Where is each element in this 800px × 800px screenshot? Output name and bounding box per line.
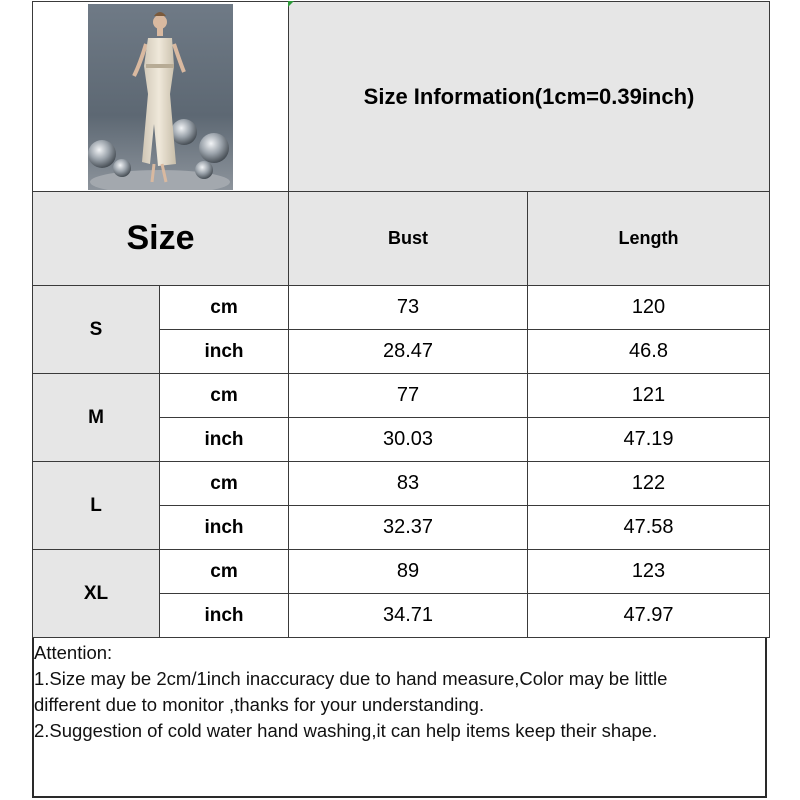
length-value: 122	[528, 462, 770, 506]
size-label-m: M	[33, 374, 160, 462]
bust-value: 32.37	[289, 506, 528, 550]
size-chart-table	[32, 1, 770, 638]
product-photo	[88, 4, 233, 190]
length-header: Length	[528, 192, 770, 286]
table-row	[33, 286, 770, 330]
unit-cell: inch	[160, 330, 289, 374]
size-header: Size	[33, 192, 289, 286]
bust-value: 28.47	[289, 330, 528, 374]
unit-cell: inch	[160, 506, 289, 550]
length-value: 47.97	[528, 594, 770, 638]
size-label-l: L	[33, 462, 160, 550]
attention-notes	[34, 640, 764, 744]
bust-value: 83	[289, 462, 528, 506]
bust-value: 34.71	[289, 594, 528, 638]
note-line: different due to monitor ,thanks for your understanding.	[34, 694, 485, 715]
attention-heading: Attention:	[34, 642, 113, 663]
size-label-xl: XL	[33, 550, 160, 638]
length-value: 47.58	[528, 506, 770, 550]
unit-cell: cm	[160, 286, 289, 330]
product-photo-cell	[33, 2, 289, 192]
unit-cell: inch	[160, 594, 289, 638]
bust-value: 73	[289, 286, 528, 330]
table-row	[33, 550, 770, 594]
note-line: 2.Suggestion of cold water hand washing,it can help items keep their shape.	[34, 720, 658, 741]
size-label-s: S	[33, 286, 160, 374]
table-row	[33, 374, 770, 418]
bust-value: 89	[289, 550, 528, 594]
unit-cell: cm	[160, 374, 289, 418]
length-value: 123	[528, 550, 770, 594]
size-info-title: Size Information(1cm=0.39inch)	[289, 2, 770, 192]
unit-cell: cm	[160, 462, 289, 506]
corner-mark-icon	[288, 1, 294, 7]
length-value: 120	[528, 286, 770, 330]
note-line: 1.Size may be 2cm/1inch inaccuracy due to hand measure,Color may be little	[34, 668, 668, 689]
length-value: 121	[528, 374, 770, 418]
length-value: 47.19	[528, 418, 770, 462]
unit-cell: inch	[160, 418, 289, 462]
bust-header: Bust	[289, 192, 528, 286]
bust-value: 30.03	[289, 418, 528, 462]
bust-value: 77	[289, 374, 528, 418]
unit-cell: cm	[160, 550, 289, 594]
table-row	[33, 462, 770, 506]
length-value: 46.8	[528, 330, 770, 374]
